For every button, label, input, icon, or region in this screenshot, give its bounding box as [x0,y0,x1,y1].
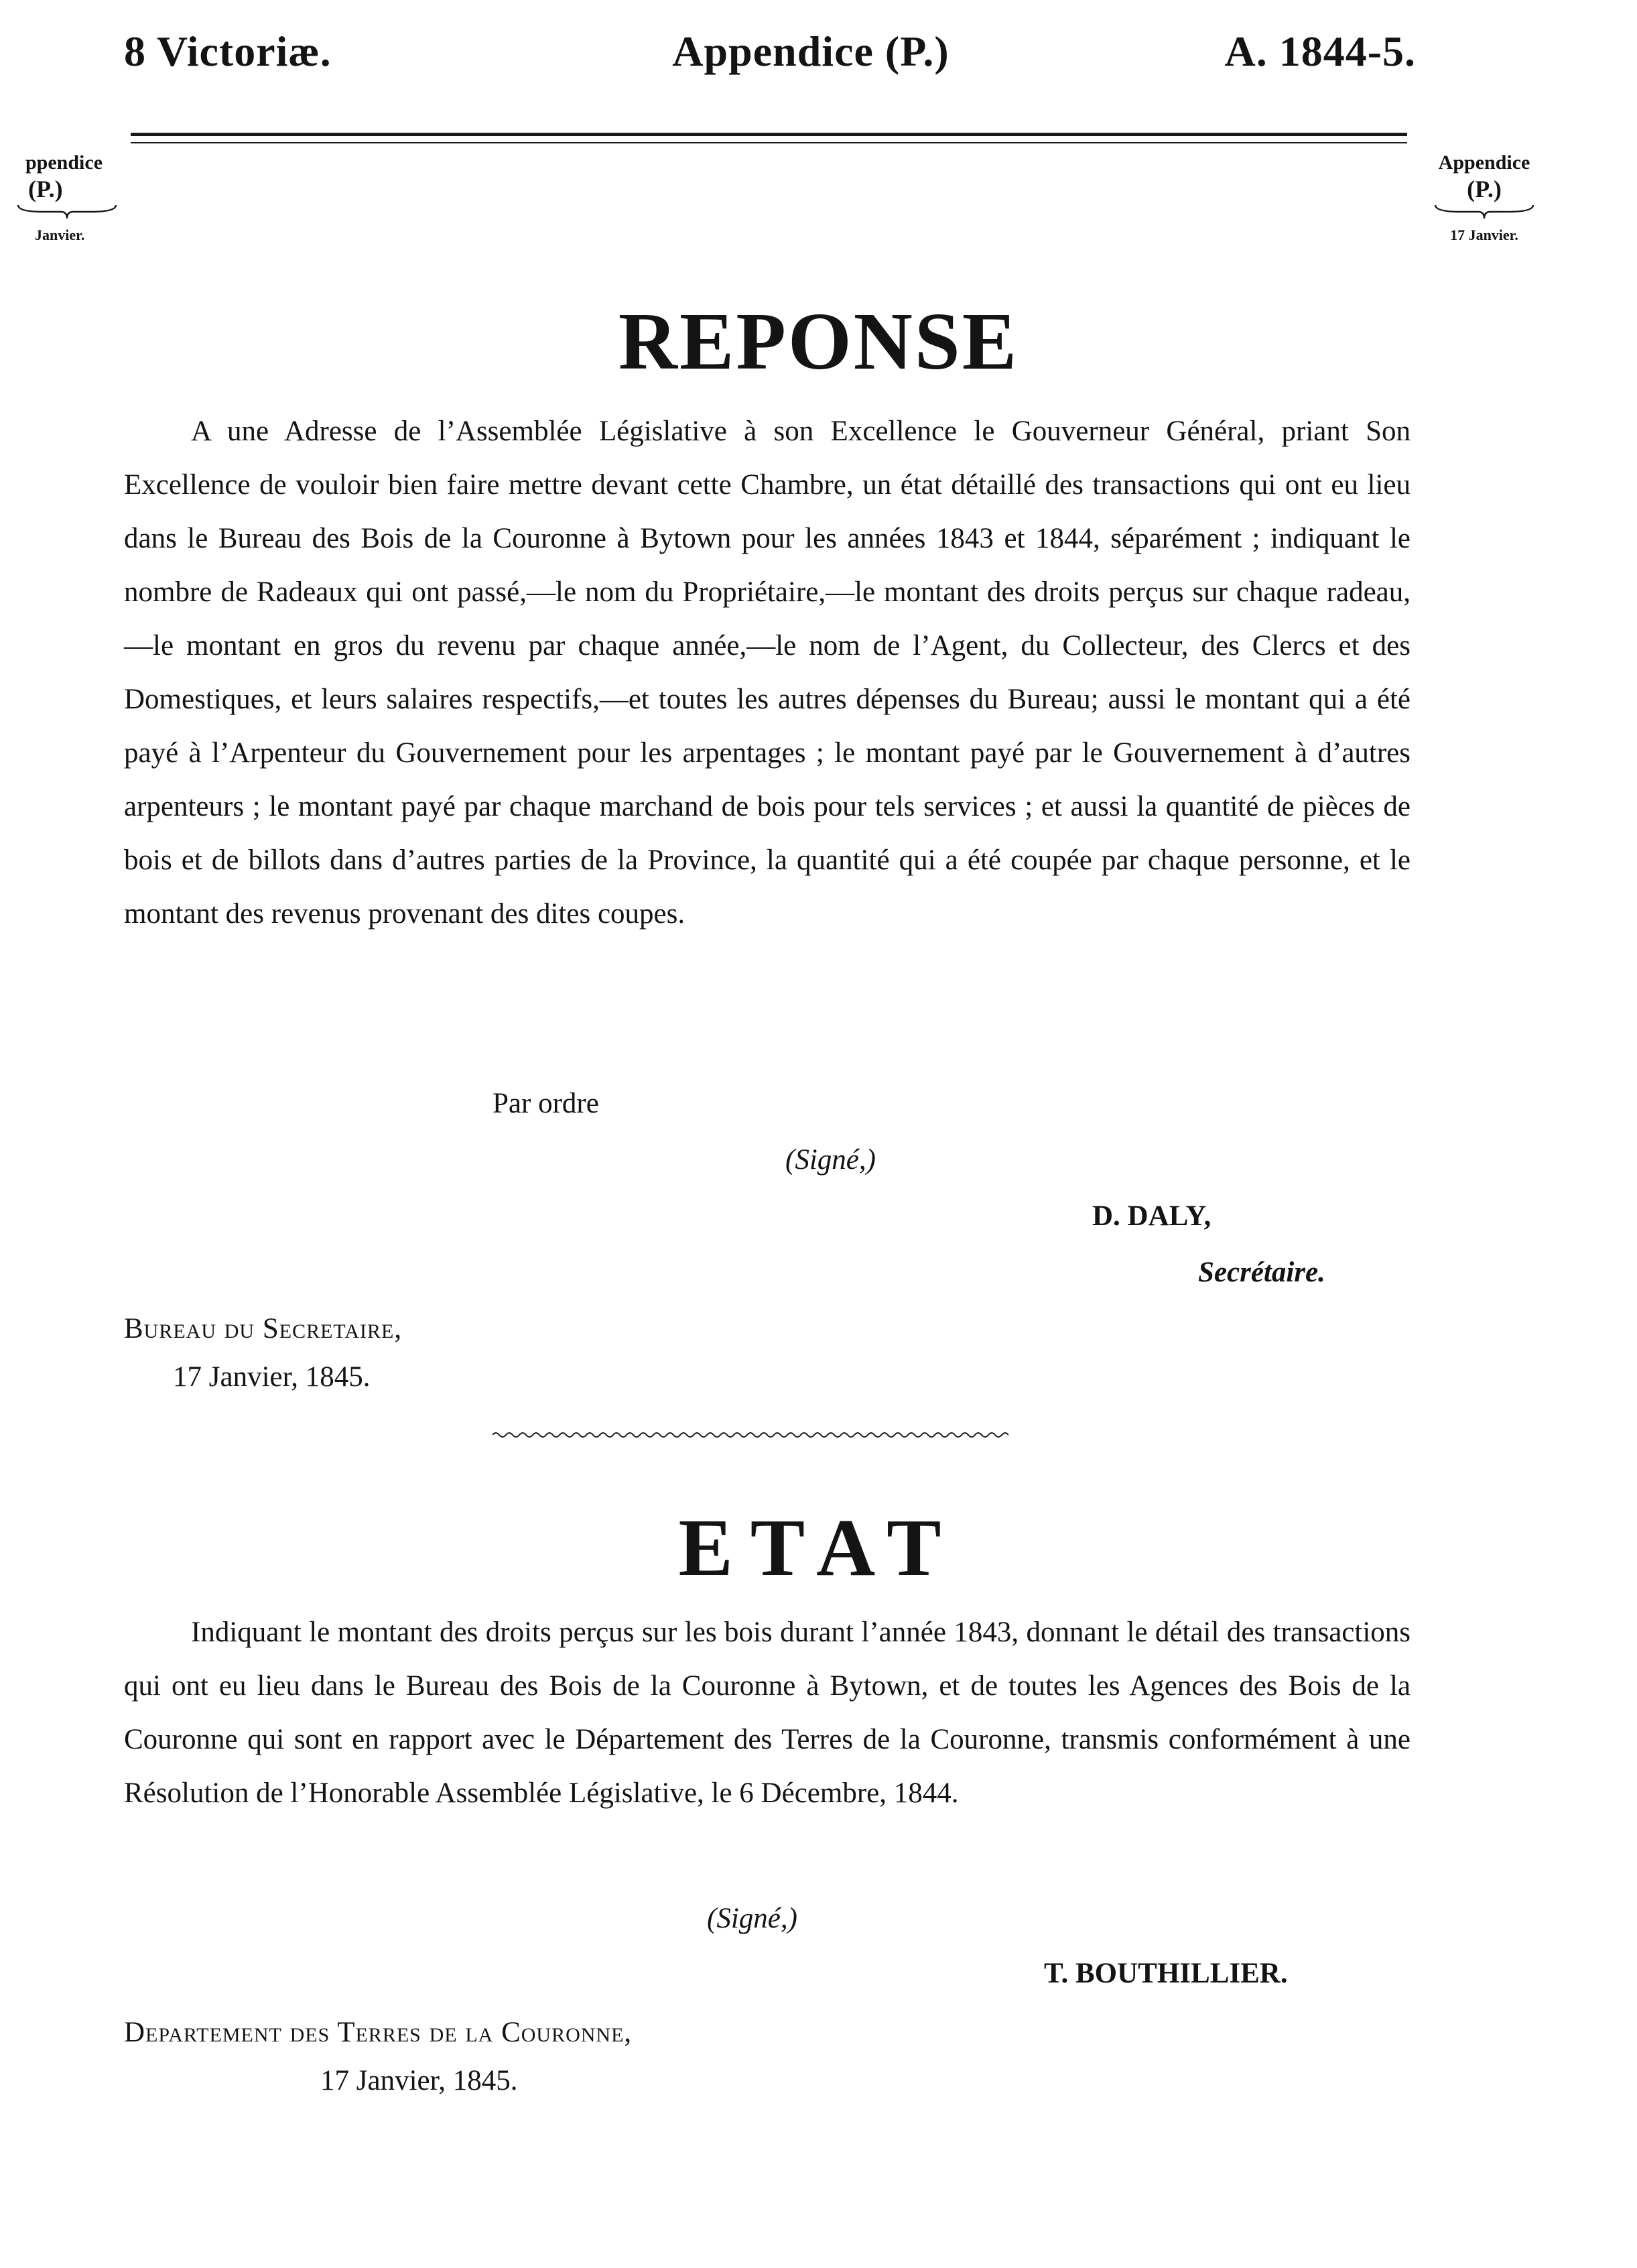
header-center: Appendice (P.) [672,27,950,75]
header-left: 8 Victoriæ. [124,27,332,75]
by-order: Par ordre [493,1088,599,1119]
side-note-right-line2: (P.) [1467,176,1502,202]
brace-icon [17,202,117,223]
reponse-office: Bureau du Secretaire, [124,1313,403,1344]
etat-body: Indiquant le montant des droits perçus sur les bois durant l’année 1843, donnant le détail des transactions qui ont eu lieu dans le Bureau des Bois de la Couronne à Bytown, et de toutes les Agences des Bois de la Couronne qui sont en rapport avec le Département des Terres de la Couronne, transmis conformément à une Résolution de l’Honorable Assemblée Législative, le 6 Décembre, 1844. [124,1617,1411,1809]
side-note-right-line1: Appendice [1438,151,1530,174]
side-note-left-line1: ppendice [25,151,103,174]
reponse-signatory-title: Secrétaire. [1198,1257,1325,1288]
wavy-divider [493,1430,1008,1440]
side-note-left-line3: Janvier. [35,227,85,243]
reponse-body: A une Adresse de l’Assemblée Législative à son Excellence le Gouverneur Général, priant Son Excellence de vouloir bien faire mettre devant cette Chambre, un état détaillé des transactions qui ont eu lieu dans le Bureau des Bois de la Couronne à Bytown pour les années 1843 et 1844, séparément ; indiquant le nombre de Radeaux qui ont passé,—le nom du Propriétaire,—le montant des droits perçus sur chaque radeau,—le montant en gros du revenu par chaque année,—le nom de l’Agent, du Collecteur, des Clercs et des Domestiques, et leurs salaires respectifs,—et toutes les autres dépenses du Bureau; aussi le montant qui a été payé à l’Arpenteur du Gouvernement pour les arpentages ; le montant payé par le Gouvernement à d’autres arpenteurs ; le montant payé par chaque marchand de bois pour tels services ; et aussi la quantité de pièces de bois et de billots dans d’autres parties de la Province, la quantité qui a été coupée par chaque personne, et le montant des revenus provenant des dites coupes. [124,416,1411,930]
header-right: A. 1844-5. [1224,27,1416,75]
reponse-title: REPONSE [618,296,1019,387]
brace-icon [1434,202,1534,223]
header-rule-thin [131,142,1407,143]
header-rule-thick [131,133,1407,136]
etat-signed: (Signé,) [707,1903,797,1934]
reponse-signed: (Signé,) [785,1144,876,1176]
reponse-date: 17 Janvier, 1845. [173,1361,371,1393]
etat-title: ETAT [678,1503,959,1593]
etat-office: Departement des Terres de la Couronne, [124,2017,633,2048]
etat-date: 17 Janvier, 1845. [320,2065,518,2096]
side-note-left-line2: (P.) [28,176,63,202]
side-note-right [1421,153,1548,243]
reponse-signatory: D. DALY, [1092,1200,1212,1232]
side-note-right-line3: 17 Janvier. [1450,227,1518,243]
etat-signatory: T. BOUTHILLIER. [1044,1958,1288,1989]
side-note-left [0,153,127,243]
